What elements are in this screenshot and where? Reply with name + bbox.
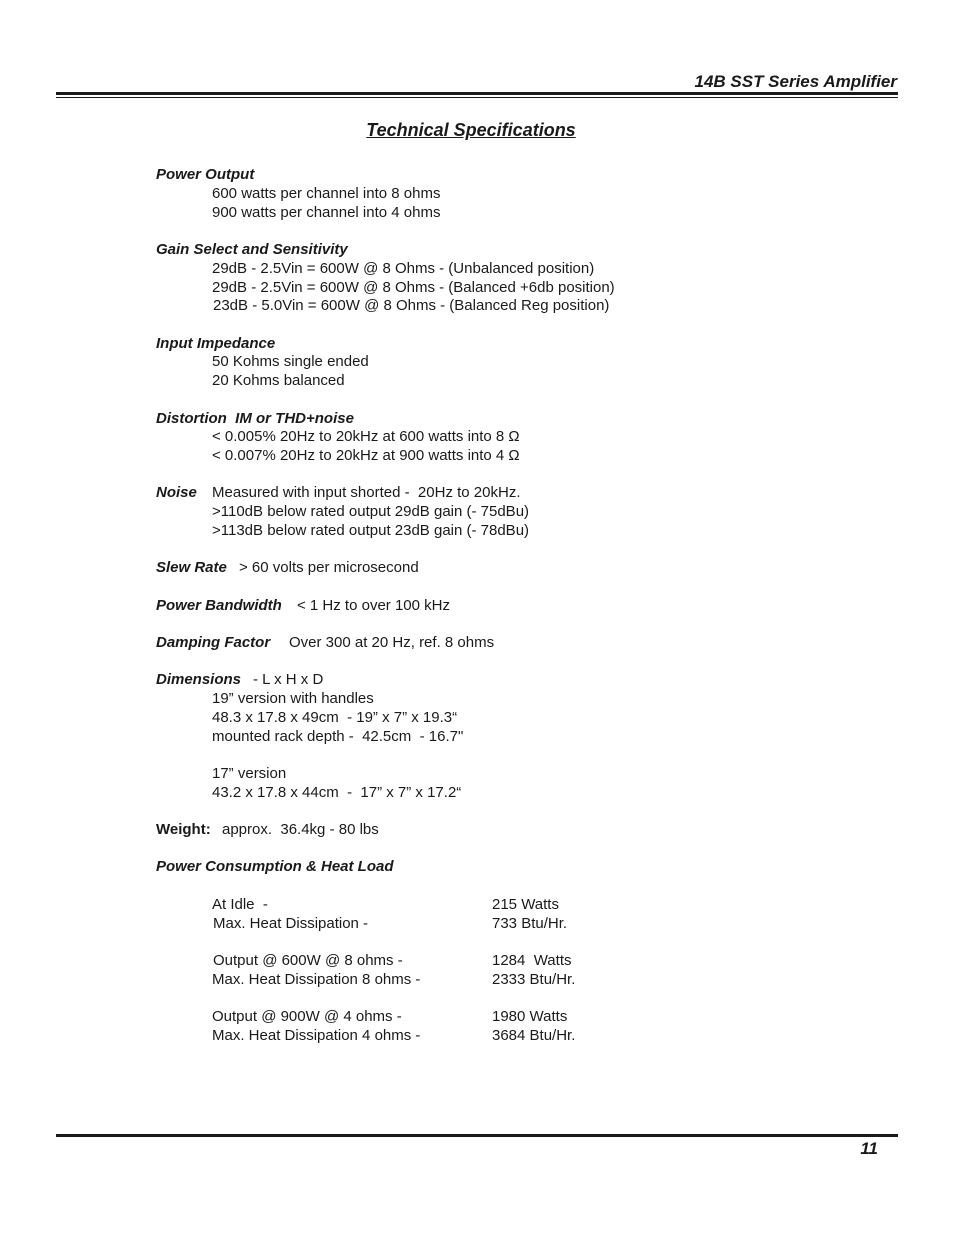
gain-line: 23dB - 5.0Vin = 600W @ 8 Ohms - (Balanced Reg position) (213, 297, 610, 314)
consumption-label: Output @ 600W @ 8 ohms - (213, 952, 403, 969)
dimensions-line: 17” version (212, 765, 287, 782)
header-title: 14B SST Series Amplifier (694, 72, 897, 91)
header-rule-thin (56, 97, 898, 98)
input-impedance-heading: Input Impedance (156, 335, 276, 352)
noise-line: >113dB below rated output 23dB gain (- 78dBu) (212, 522, 530, 539)
power-bandwidth-value: < 1 Hz to over 100 kHz (297, 597, 450, 614)
consumption-value: 1284 Watts (492, 952, 572, 969)
noise-inline: Measured with input shorted - 20Hz to 20kHz. (212, 484, 521, 501)
dimensions-inline: - L x H x D (253, 671, 324, 688)
consumption-label: At Idle - (212, 896, 268, 913)
consumption-value: 733 Btu/Hr. (492, 915, 568, 932)
distortion-line: < 0.005% 20Hz to 20kHz at 600 watts into 8 Ω (212, 428, 520, 445)
page-number: 11 (860, 1139, 878, 1158)
dimensions-line: 48.3 x 17.8 x 49cm - 19” x 7” x 19.3“ (212, 709, 458, 726)
noise-heading: Noise (156, 484, 197, 501)
section-title: Technical Specifications (366, 120, 576, 140)
footer-rule (56, 1134, 898, 1137)
header-rule-thick (56, 92, 898, 95)
gain-heading: Gain Select and Sensitivity (156, 241, 348, 258)
power-output-line: 600 watts per channel into 8 ohms (212, 185, 441, 202)
input-impedance-line: 20 Kohms balanced (212, 372, 345, 389)
dimensions-line: 19” version with handles (212, 690, 374, 707)
dimensions-heading: Dimensions (156, 671, 242, 688)
damping-factor-value: Over 300 at 20 Hz, ref. 8 ohms (289, 634, 495, 651)
consumption-label: Output @ 900W @ 4 ohms - (212, 1008, 402, 1025)
distortion-heading: Distortion IM or THD+noise (156, 410, 354, 427)
weight-value: approx. 36.4kg - 80 lbs (222, 821, 379, 838)
consumption-value: 3684 Btu/Hr. (492, 1027, 576, 1044)
power-output-line: 900 watts per channel into 4 ohms (212, 204, 441, 221)
power-consumption-heading: Power Consumption & Heat Load (156, 858, 394, 875)
consumption-value: 1980 Watts (492, 1008, 568, 1025)
input-impedance-line: 50 Kohms single ended (212, 353, 369, 370)
slew-rate-heading: Slew Rate (156, 559, 227, 576)
dimensions-line: mounted rack depth - 42.5cm - 16.7" (212, 728, 464, 745)
consumption-value: 215 Watts (492, 896, 559, 913)
weight-heading: Weight: (156, 821, 211, 838)
power-output-heading: Power Output (156, 166, 255, 183)
consumption-label: Max. Heat Dissipation 4 ohms - (212, 1027, 421, 1044)
gain-line: 29dB - 2.5Vin = 600W @ 8 Ohms - (Balanced +6db position) (212, 279, 615, 296)
noise-line: >110dB below rated output 29dB gain (- 75dBu) (212, 503, 530, 520)
consumption-label: Max. Heat Dissipation 8 ohms - (212, 971, 421, 988)
gain-line: 29dB - 2.5Vin = 600W @ 8 Ohms - (Unbalanced position) (212, 260, 595, 277)
slew-rate-value: > 60 volts per microsecond (239, 559, 419, 576)
damping-factor-heading: Damping Factor (156, 634, 271, 651)
power-bandwidth-heading: Power Bandwidth (156, 597, 282, 614)
consumption-label: Max. Heat Dissipation - (213, 915, 369, 932)
distortion-line: < 0.007% 20Hz to 20kHz at 900 watts into 4 Ω (212, 447, 520, 464)
dimensions-line: 43.2 x 17.8 x 44cm - 17” x 7” x 17.2“ (212, 784, 462, 801)
consumption-value: 2333 Btu/Hr. (492, 971, 576, 988)
